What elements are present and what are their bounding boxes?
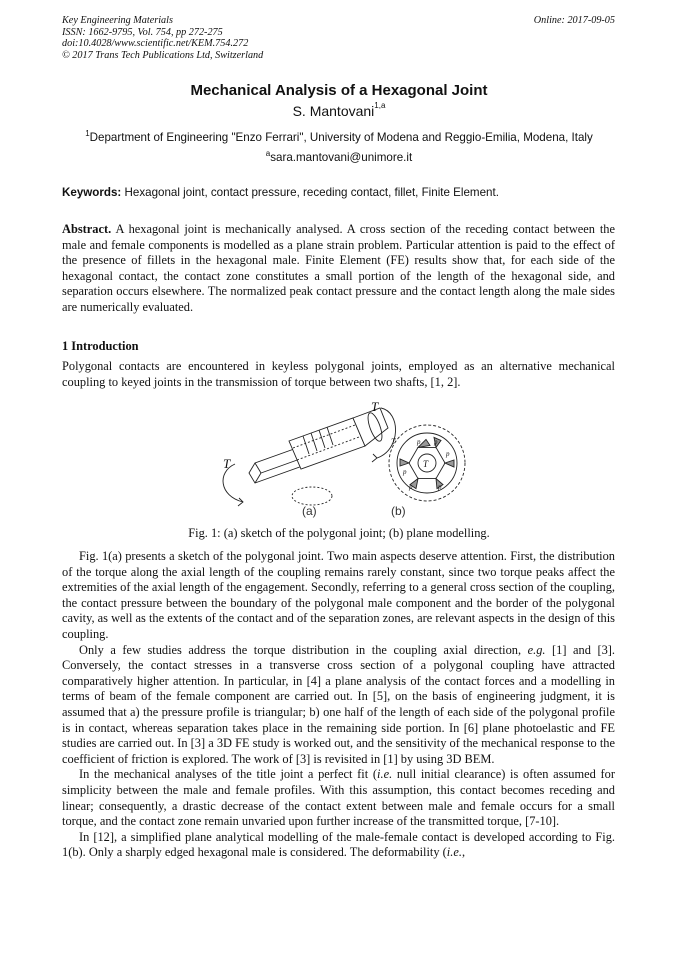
keywords — [62, 186, 616, 199]
body-text-2: Fig. 1(a) presents a sketch of the polygonal joint. Two main aspects deserve attention. First, the distribution of the torque along the axial length of the coupling remains rarely constant, since two torque peaks affect the extremities of the axial length of the engagement. Secondly, referring to a general cross section of the coupling, the contact pressure between the boundary of the polygonal male component and the border of the polygonal cavity, as well as the extents of the contact and of the separation zones, are relevant aspects in the design of this coupling. — [62, 549, 615, 641]
intro-paragraph-1 — [62, 359, 615, 390]
email-superscript: a — [265, 149, 271, 158]
figure-pressure-label-5: p — [409, 483, 413, 491]
figure-1 — [205, 396, 475, 520]
body-text-3-eg: e.g. — [527, 642, 546, 657]
abstract-label: Abstract. — [62, 222, 112, 236]
body-text-3b: [1] and [3]. Conversely, the contact stresses in a transverse cross section of a polygonal coupling have attracted comparatively higher attention. In particular, in [4] a plane analysis of the contact forces and a modelling in terms of beam of the female component are carried out. In [5], on the basis of engineering judgment, it is assumed that a) the pressure profile is triangular; b) one half of the length of each side of the polygonal profile is in contact, whereas separation takes place in the remaining side portion. In [6] plane photoelastic and FE studies are carried out. In [3] a 3D FE study is worked out, and the sensitivity of the mechanical response to the coefficient of friction is explored. The work of [3] is revisited in [1] by using 3D BEM. — [62, 642, 615, 766]
figure-torque-label-left: T — [223, 456, 231, 471]
author-superscript: 1,a — [374, 101, 386, 110]
abstract-text: A hexagonal joint is mechanically analysed. A cross section of the receding contact between the male and female components is modelled as a plane strain problem. Particular attention is paid to the effect of the presence of fillets in the hexagonal male. Finite Element (FE) results show that, for each side of the hexagonal contact, the contact zone constitutes a small portion of the length of the hexagonal side, and separation occurs elsewhere. The normalized peak contact pressure and the contact length along the male sides are numerically evaluated. — [62, 222, 615, 314]
journal-header — [62, 15, 263, 61]
figure-torque-label-outer: T — [391, 437, 396, 446]
author-name: S. Mantovani — [292, 103, 375, 119]
keywords-label: Keywords: — [62, 186, 122, 199]
section-heading-introduction: 1 Introduction — [62, 339, 139, 353]
figure-1-caption: Fig. 1: (a) sketch of the polygonal joint; (b) plane modelling. — [188, 526, 490, 540]
body-paragraphs — [62, 549, 615, 861]
body-text-4a: In the mechanical analyses of the title joint a perfect fit ( — [79, 767, 378, 782]
figure-pressure-label-4: p — [438, 483, 442, 491]
online-date: Online: 2017-09-05 — [533, 15, 615, 26]
keywords-text: Hexagonal joint, contact pressure, receding contact, fillet, Finite Element. — [124, 186, 499, 199]
figure-pressure-label-3: p — [446, 450, 450, 458]
journal-name: Key Engineering Materials — [62, 15, 173, 26]
affiliation — [62, 131, 616, 144]
figure-1a-shaft-sketch — [223, 408, 396, 506]
body-text-5b: , — [461, 845, 466, 860]
body-text-5-ie: i.e. — [446, 845, 462, 860]
figure-pressure-label-2: p — [434, 438, 438, 446]
body-paragraph-5 — [62, 830, 615, 861]
body-text-4-ie: i.e. — [377, 767, 393, 782]
author-email — [0, 151, 678, 164]
paper-title: Mechanical Analysis of a Hexagonal Joint — [190, 82, 488, 99]
issn-line: ISSN: 1662-9795, Vol. 754, pp 272-275 — [62, 26, 223, 38]
figure-pressure-label-6: p — [403, 468, 407, 476]
body-paragraph-3 — [62, 643, 615, 768]
body-text-3a: Only a few studies address the torque distribution in the coupling axial direction, — [79, 642, 528, 657]
intro-text-1: Polygonal contacts are encountered in keyless polygonal joints, employed as an alternative mechanical coupling to keyed joints in the transmission of torque between two shafts, [1, 2]. — [62, 359, 615, 389]
affiliation-superscript: 1 — [85, 129, 90, 138]
doi-line: doi:10.4028/www.scientific.net/KEM.754.272 — [62, 38, 249, 50]
copyright-line: © 2017 Trans Tech Publications Ltd, Switzerland — [62, 49, 264, 61]
abstract — [62, 222, 615, 316]
body-paragraph-4 — [62, 767, 615, 829]
author-line — [0, 103, 678, 119]
figure-pressure-label-1: p — [417, 438, 421, 446]
affiliation-text: Department of Engineering "Enzo Ferrari", University of Modena and Reggio-Emilia, Modena, Italy — [89, 131, 593, 144]
figure-label-a: (a) — [302, 504, 317, 518]
figure-torque-label-right: T — [371, 399, 379, 414]
email-text: sara.mantovani@unimore.it — [270, 151, 413, 164]
figure-label-b: (b) — [391, 504, 406, 518]
figure-torque-label-center: T — [423, 459, 429, 469]
body-text-4b: null initial clearance) is often assumed for simplicity between the male and female profiles. With this assumption, this contact becomes receding and linear; consequently, a drastic decrease of the contact extent between male and female occurs for a small torque, and the contact zone remain unvaried upon further increase of the transmitted torque, [7-10]. — [62, 767, 615, 829]
body-text-5a: In [12], a simplified plane analytical modelling of the male-female contact is developed according to Fig. 1(b). Only a sharply edged hexagonal male is considered. The deformability ( — [62, 829, 615, 860]
body-paragraph-2 — [62, 549, 615, 643]
